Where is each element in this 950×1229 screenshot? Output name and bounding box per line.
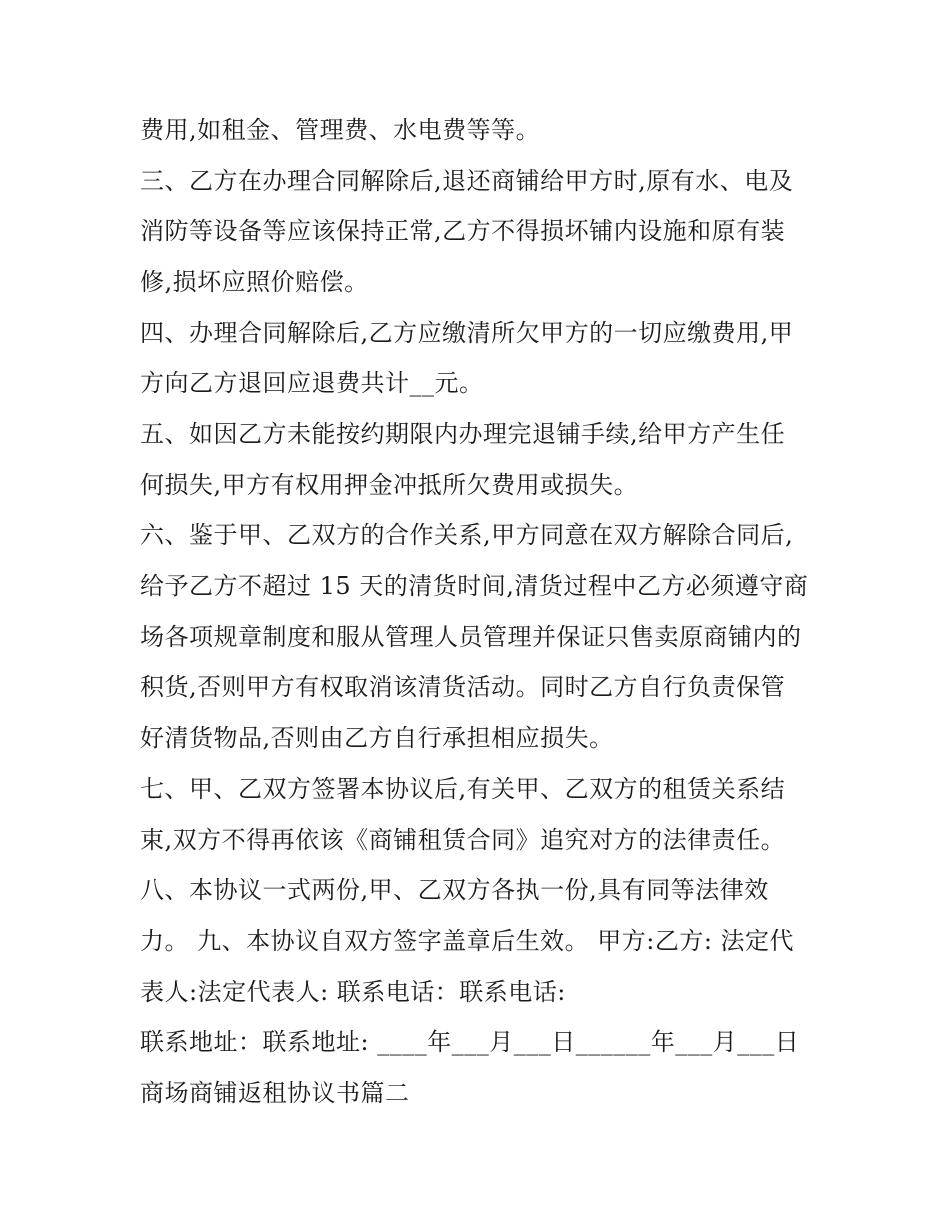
text-line: 方向乙方退回应退费共计__元。 — [140, 369, 484, 397]
text-line: 修,损坏应照价赔偿。 — [140, 268, 369, 296]
text-line: 场各项规章制度和服从管理人员管理并保证只售卖原商铺内的 — [140, 623, 802, 651]
text-line: 七、甲、乙双方签署本协议后,有关甲、乙双方的租赁关系结 — [140, 775, 786, 803]
text-line: 束,双方不得再依该《商铺租赁合同》追究对方的法律责任。 — [140, 826, 786, 854]
text-line: 积货,否则甲方有权取消该清货活动。同时乙方自行负责保管 — [140, 673, 786, 701]
text-line: 好清货物品,否则由乙方自行承担相应损失。 — [140, 724, 614, 752]
text-line: 表人:法定代表人: 联系电话：联系电话: — [140, 978, 566, 1006]
text-line: 三、乙方在办理合同解除后,退还商铺给甲方时,原有水、电及 — [140, 167, 794, 195]
text-line: 六、鉴于甲、乙双方的合作关系,甲方同意在双方解除合同后, — [140, 521, 794, 549]
text-line: 力。 九、本协议自双方签字盖章后生效。 甲方:乙方: 法定代 — [140, 927, 795, 955]
text-line: 八、本协议一式两份,甲、乙双方各执一份,具有同等法律效 — [140, 876, 769, 904]
text-line: 消防等设备等应该保持正常,乙方不得损坏铺内设施和原有装 — [140, 217, 786, 245]
section-heading: 商场商铺返租协议书篇二 — [140, 1079, 410, 1107]
text-line: 联系地址：联系地址: ____年___月___日______年___月___日 — [140, 1028, 800, 1056]
text-line: 费用,如租金、管理费、水电费等等。 — [140, 116, 541, 144]
text-line: 给予乙方不超过 15 天的清货时间,清货过程中乙方必须遵守商 — [140, 572, 809, 600]
text-line: 五、如因乙方未能按约期限内办理完退铺手续,给甲方产生任 — [140, 420, 786, 448]
text-line: 四、办理合同解除后,乙方应缴清所欠甲方的一切应缴费用,甲 — [140, 319, 794, 347]
text-line: 何损失,甲方有权用押金冲抵所欠费用或损失。 — [140, 471, 639, 499]
